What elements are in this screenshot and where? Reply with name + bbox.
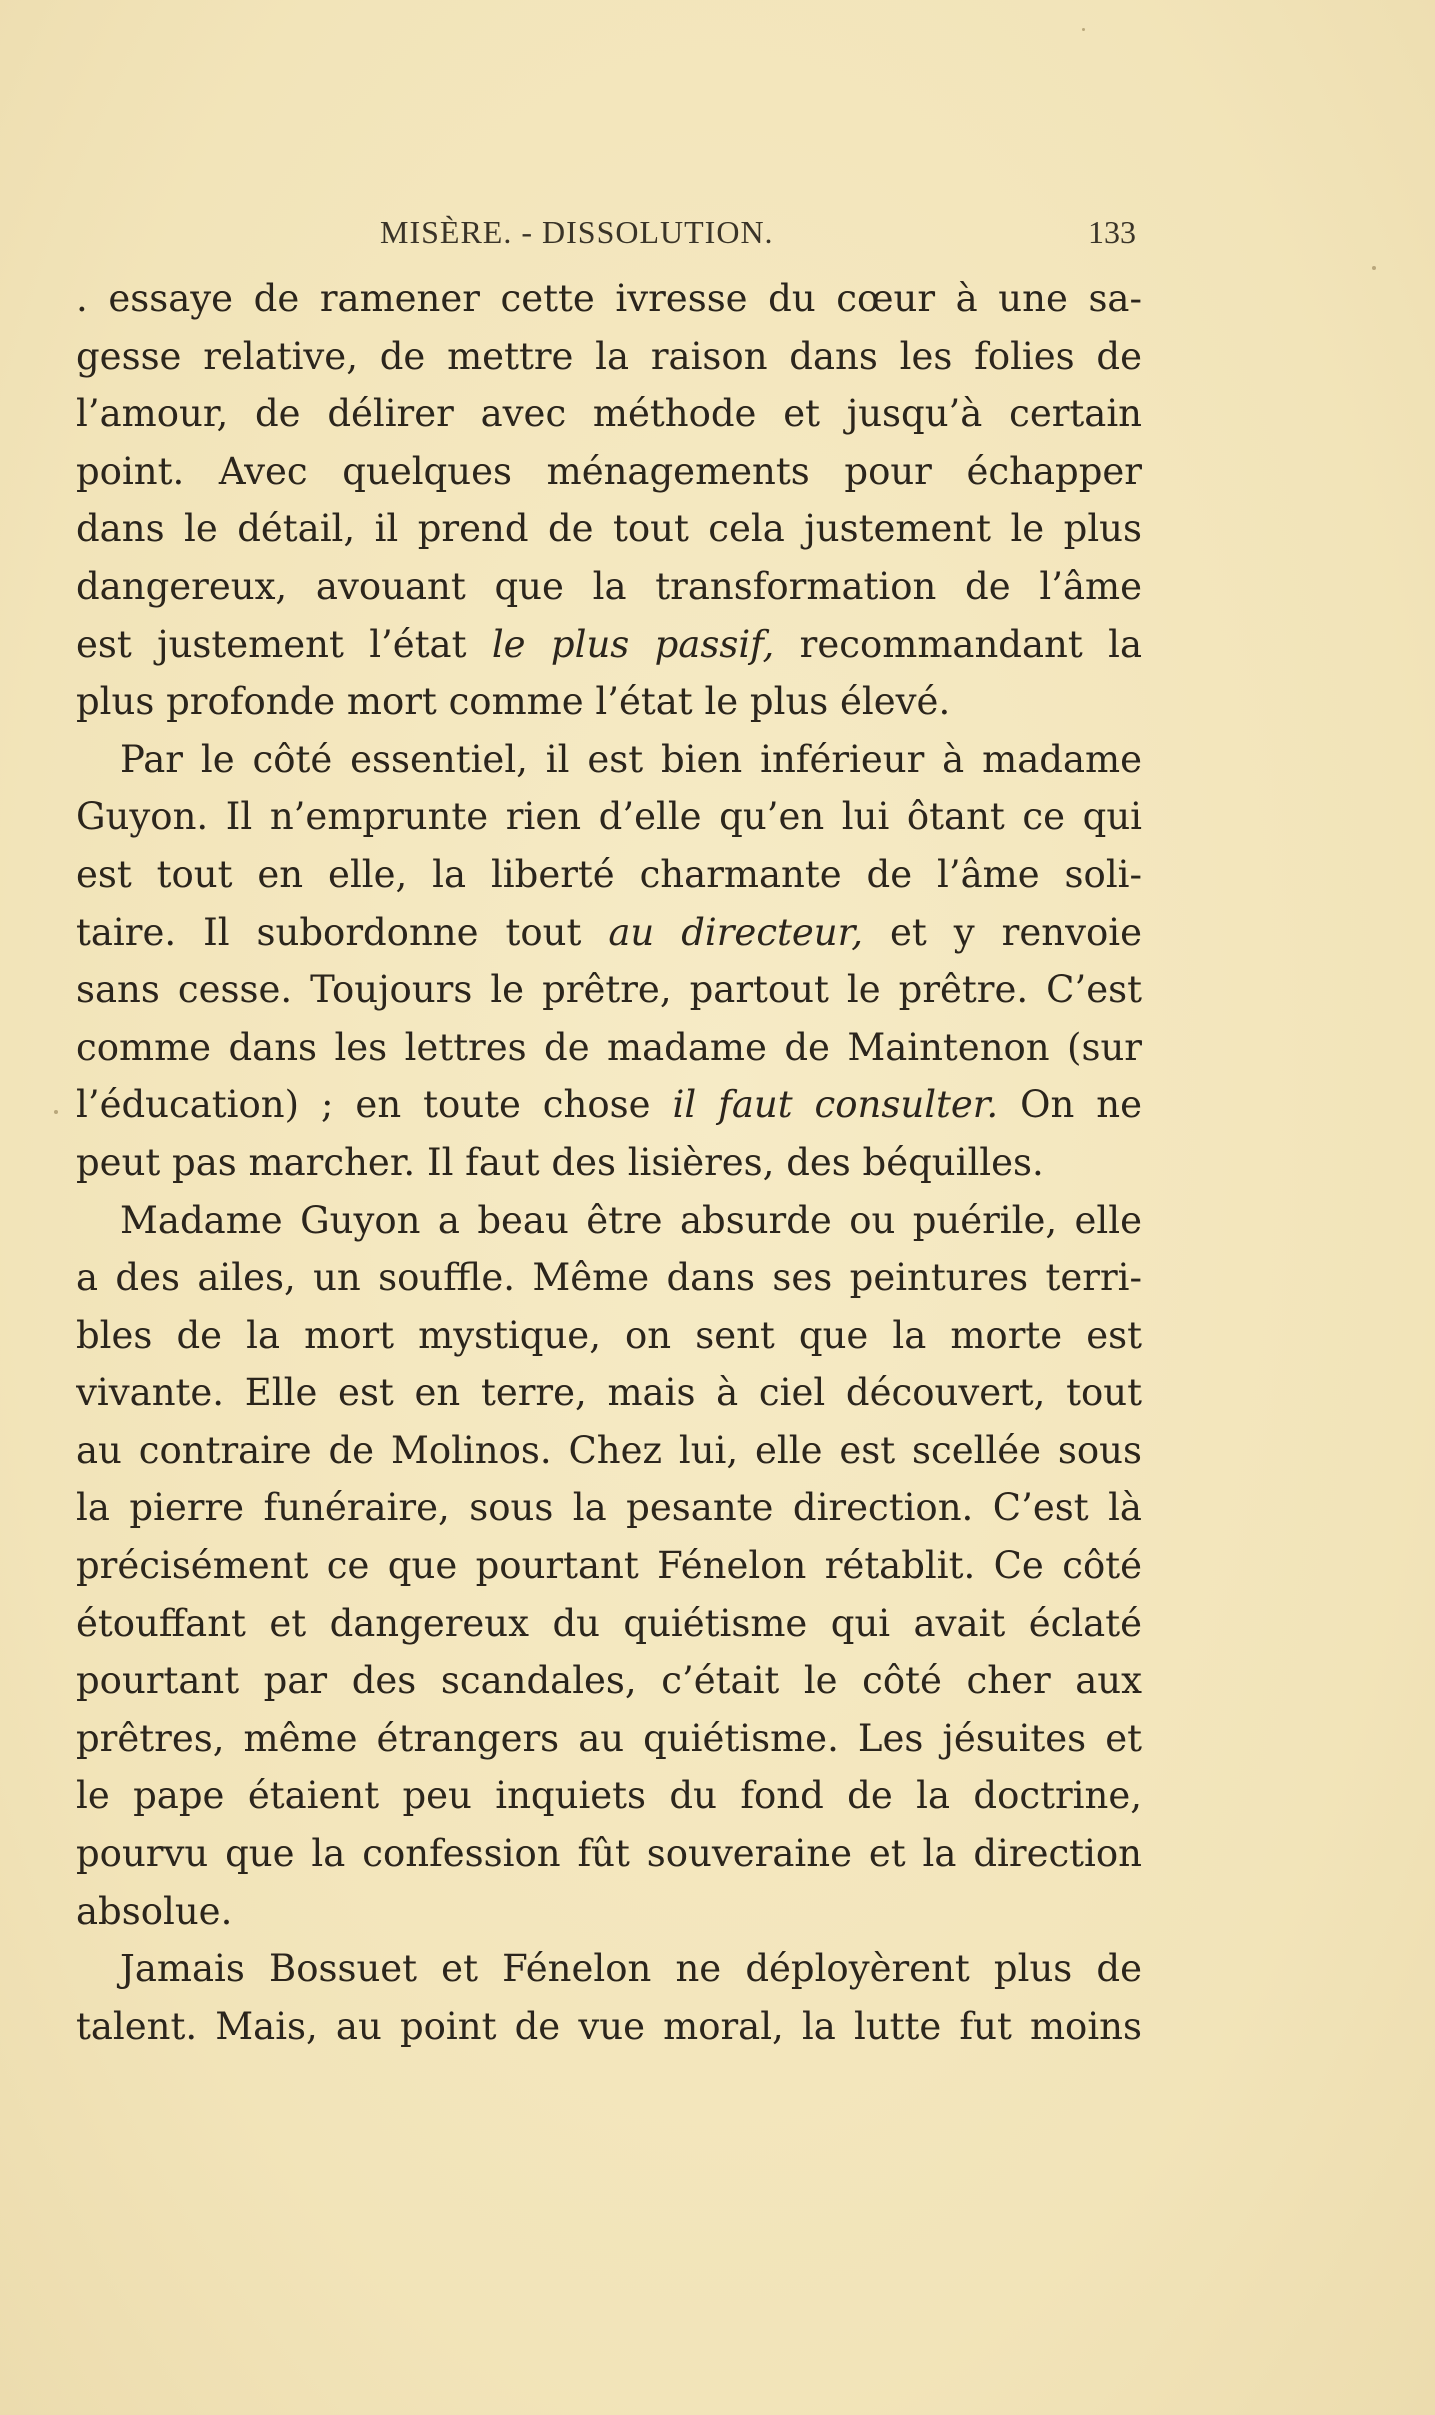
text-line: talent. Mais, au point de vue moral, la lutte fut moins: [76, 2004, 1142, 2048]
text-line: sans cesse. Toujours le prêtre, partout le prêtre. C’est: [76, 968, 1142, 1012]
italic-phrase: il faut consulter.: [672, 1083, 999, 1127]
paper-speck: [1082, 28, 1085, 31]
text-line: précisément ce que pourtant Fénelon rétablit. Ce côté: [76, 1544, 1142, 1588]
text-line: dangereux, avouant que la transformation de l’âme: [76, 564, 1142, 608]
text-line: dans le détail, il prend de tout cela justement le plus: [76, 507, 1142, 551]
running-title: MISÈRE. - DISSOLUTION.: [380, 214, 774, 250]
text-line: [76, 904, 1142, 962]
text-line: [76, 616, 1142, 674]
text-line: [76, 1076, 1142, 1134]
text-line: point. Avec quelques ménagements pour échapper: [76, 449, 1142, 493]
text-line: bles de la mort mystique, on sent que la morte est: [76, 1313, 1142, 1357]
text-line: est tout en elle, la liberté charmante de l’âme soli-: [76, 852, 1142, 896]
text-line: pourtant par des scandales, c’était le côté cher aux: [76, 1659, 1142, 1703]
text-line: Jamais Bossuet et Fénelon ne déployèrent plus de: [120, 1947, 1142, 1991]
text-run: taire. Il subordonne tout: [76, 910, 609, 954]
text-line: au contraire de Molinos. Chez lui, elle est scellée sous: [76, 1428, 1142, 1472]
text-line: pourvu que la confession fût souveraine et la direction: [76, 1832, 1142, 1876]
text-line: l’amour, de délirer avec méthode et jusqu’à certain: [76, 392, 1142, 436]
text-line: Guyon. Il n’emprunte rien d’elle qu’en lui ôtant ce qui: [76, 795, 1142, 839]
running-head: [76, 206, 1136, 256]
text-line: a des ailes, un souffle. Même dans ses peintures terri-: [76, 1256, 1142, 1300]
text-line: peut pas marcher. Il faut des lisières, des béquilles.: [76, 1140, 1044, 1184]
text-line: étouffant et dangereux du quiétisme qui avait éclaté: [76, 1601, 1142, 1645]
text-line: vivante. Elle est en terre, mais à ciel découvert, tout: [76, 1371, 1142, 1415]
text-run: et y renvoie: [863, 910, 1142, 954]
text-line: prêtres, même étrangers au quiétisme. Les jésuites et: [76, 1716, 1142, 1760]
text-line: comme dans les lettres de madame de Maintenon (sur: [76, 1025, 1142, 1069]
text-run: recommandant la: [774, 622, 1142, 666]
text-run: On ne: [998, 1083, 1142, 1127]
body-text: [76, 270, 1142, 2055]
text-line: plus profonde mort comme l’état le plus élevé.: [76, 680, 951, 724]
italic-phrase: le plus passif,: [491, 622, 775, 666]
text-line: . essaye de ramener cette ivresse du cœur à une sa-: [76, 277, 1142, 320]
text-line: absolue.: [76, 1889, 233, 1933]
text-run: est justement l’état: [76, 622, 492, 666]
page-number: 133: [1088, 214, 1136, 250]
text-line: la pierre funéraire, sous la pesante direction. C’est là: [76, 1486, 1142, 1530]
text-line: Par le côté essentiel, il est bien inférieur à madame: [120, 737, 1142, 781]
paper-speck: [1372, 266, 1376, 270]
text-line: le pape étaient peu inquiets du fond de la doctrine,: [76, 1774, 1142, 1818]
italic-phrase: au directeur,: [608, 910, 864, 954]
text-run: l’éducation) ; en toute chose: [76, 1083, 673, 1127]
text-line: gesse relative, de mettre la raison dans les folies de: [76, 334, 1142, 378]
text-line: Madame Guyon a beau être absurde ou puérile, elle: [120, 1198, 1142, 1242]
paper-speck: [54, 1110, 58, 1114]
